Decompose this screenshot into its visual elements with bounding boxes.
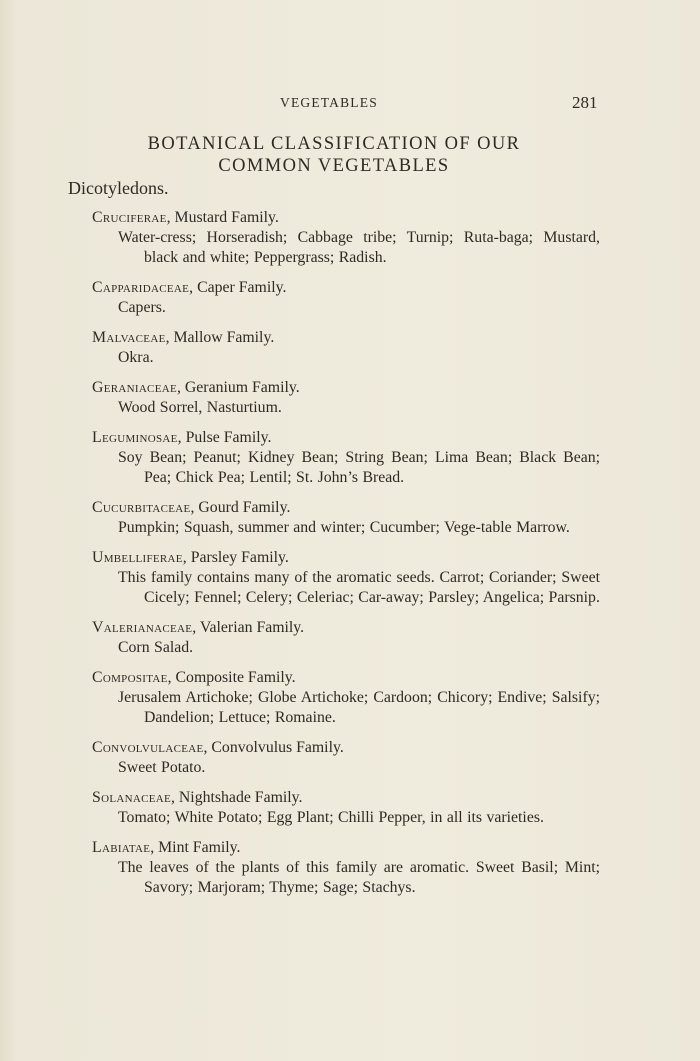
family-name: Labiatae [92, 839, 151, 856]
family-heading [92, 378, 600, 398]
family-entry [92, 498, 600, 538]
family-heading [92, 548, 600, 568]
family-heading [92, 738, 600, 758]
family-members: This family contains many of the aromatic seeds. Carrot; Coriander; Sweet Cicely; Fennel; Celery; Celeriac; Car-away; Parsley; Angelica; Parsnip. [118, 569, 600, 606]
family-entry [92, 668, 600, 728]
family-common-name: , Geranium Family. [176, 379, 300, 396]
family-members: Tomato; White Potato; Egg Plant; Chilli Pepper, in all its varieties. [118, 809, 544, 826]
page-title-line-1: BOTANICAL CLASSIFICATION OF OUR [147, 134, 521, 154]
page-number: 281 [572, 93, 598, 112]
family-members: The leaves of the plants of this family are aromatic. Sweet Basil; Mint; Savory; Marjoram; Thyme; Sage; Stachys. [118, 859, 600, 896]
family-common-name: , Mustard Family. [166, 209, 279, 226]
family-entry [92, 378, 600, 418]
family-members: Water-cress; Horseradish; Cabbage tribe; Turnip; Ruta-baga; Mustard, black and white; Peppergrass; Radish. [118, 229, 600, 266]
family-common-name: , Caper Family. [189, 279, 287, 296]
family-common-name: , Pulse Family. [177, 429, 272, 446]
section-heading: Dicotyledons. [68, 178, 169, 198]
family-entry [92, 838, 600, 898]
family-heading [92, 618, 600, 638]
family-members: Jerusalem Artichoke; Globe Artichoke; Cardoon; Chicory; Endive; Salsify; Dandelion; Lettuce; Romaine. [118, 689, 600, 726]
running-head-title: VEGETABLES [280, 95, 378, 110]
page-title [0, 133, 668, 177]
family-name: Cruciferae [92, 209, 167, 226]
family-common-name: , Convolvulus Family. [203, 739, 344, 756]
family-common-name: , Gourd Family. [190, 499, 291, 516]
family-members: Capers. [118, 299, 166, 316]
family-heading [92, 498, 600, 518]
family-entry [92, 428, 600, 488]
family-name: Solanaceae [92, 789, 171, 806]
family-common-name: , Parsley Family. [182, 549, 289, 566]
family-entry [92, 788, 600, 828]
family-list [92, 208, 600, 908]
family-common-name: , Mallow Family. [165, 329, 275, 346]
family-heading [92, 208, 600, 228]
family-entry [92, 618, 600, 658]
family-name: Malvaceae [92, 329, 166, 346]
family-name: Capparidaceae [92, 279, 190, 296]
family-name: Convolvulaceae [92, 739, 204, 756]
family-entry [92, 738, 600, 778]
page-title-line-2: COMMON VEGETABLES [218, 156, 450, 176]
family-name: Leguminosae [92, 429, 178, 446]
family-common-name: , Nightshade Family. [171, 789, 303, 806]
family-common-name: , Valerian Family. [192, 619, 305, 636]
family-members: Sweet Potato. [118, 759, 206, 776]
family-members: Corn Salad. [118, 639, 194, 656]
family-name: Umbelliferae [92, 549, 183, 566]
family-entry [92, 548, 600, 608]
family-heading [92, 428, 600, 448]
family-heading [92, 328, 600, 348]
family-heading [92, 278, 600, 298]
family-common-name: , Composite Family. [167, 669, 296, 686]
family-name: Cucurbitaceae [92, 499, 191, 516]
family-heading [92, 668, 600, 688]
family-entry [92, 328, 600, 368]
family-heading [92, 788, 600, 808]
family-entry [92, 278, 600, 318]
family-members: Soy Bean; Peanut; Kidney Bean; String Bean; Lima Bean; Black Bean; Pea; Chick Pea; Lentil; St. John’s Bread. [118, 449, 600, 486]
family-entry [92, 208, 600, 268]
running-head [0, 93, 700, 113]
family-members: Wood Sorrel, Nasturtium. [118, 399, 282, 416]
family-name: Valerianaceae [92, 619, 193, 636]
family-heading [92, 838, 600, 858]
family-common-name: , Mint Family. [150, 839, 241, 856]
family-name: Compositae [92, 669, 168, 686]
family-name: Geraniaceae [92, 379, 177, 396]
family-members: Okra. [118, 349, 154, 366]
family-members: Pumpkin; Squash, summer and winter; Cucumber; Vege-table Marrow. [118, 519, 570, 536]
